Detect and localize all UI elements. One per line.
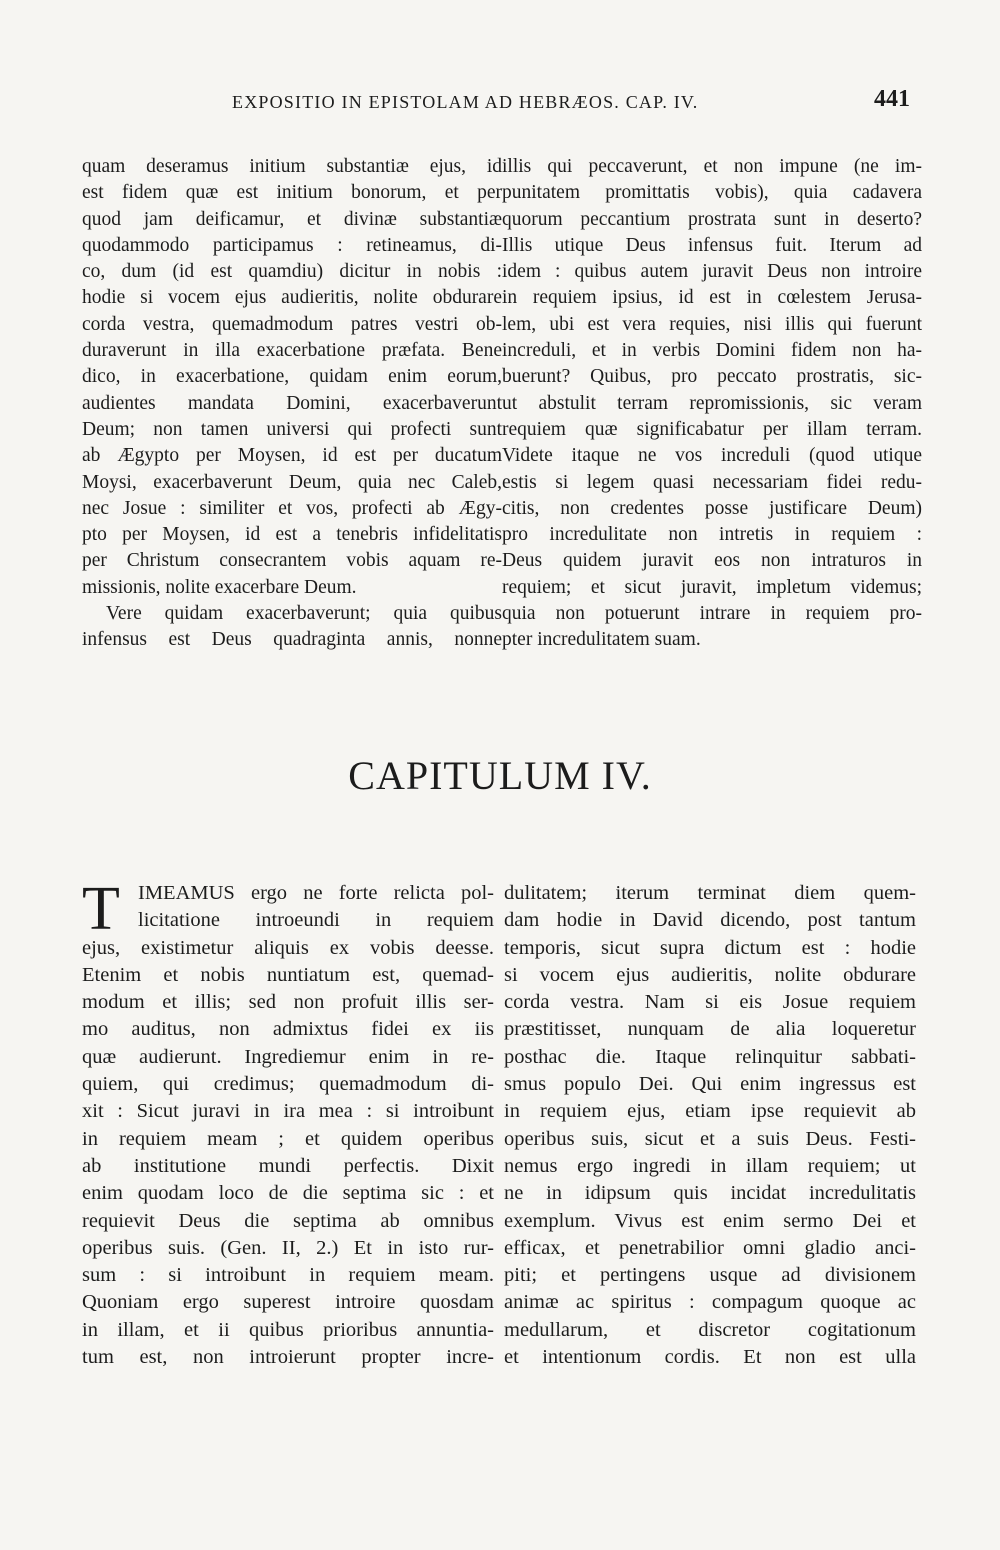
text-line: ejus, existimetur aliquis ex vobis deesse.: [82, 936, 494, 959]
drop-cap: T: [82, 875, 120, 943]
text-line: buerunt? Quibus, pro peccato prostratis, sic-: [502, 366, 922, 388]
text-line: quia non potuerunt intrare in requiem pro-: [502, 603, 922, 625]
page-number: 441: [874, 86, 910, 112]
text-line: posthac die. Itaque relinquitur sabbati-: [504, 1045, 916, 1068]
text-line: missionis, nolite exacerbare Deum.: [82, 576, 357, 598]
text-line: estis si legem quasi necessariam fidei redu-: [502, 471, 922, 493]
text-line: Deum; non tamen universi qui profecti sunt: [82, 418, 502, 440]
text-line: est fidem quæ est initium bonorum, et per: [82, 182, 502, 204]
text-line: licitatione introeundi in requiem: [138, 909, 494, 932]
text-line: lem, ubi est vera requies, nisi illis qui fuerunt: [502, 313, 922, 335]
text-line: in requiem meam ; et quidem operibus: [82, 1127, 494, 1150]
text-line: smus populo Dei. Qui enim ingressus est: [504, 1073, 916, 1096]
text-line: medullarum, et discretor cogitationum: [504, 1318, 916, 1341]
text-line: ab Ægypto per Moysen, id est per ducatum: [82, 445, 502, 467]
text-line: mo auditus, non admixtus fidei ex iis: [82, 1018, 494, 1041]
text-line: operibus suis. (Gen. II, 2.) Et in isto rur-: [82, 1236, 494, 1259]
text-line: corda vestra. Nam si eis Josue requiem: [504, 991, 916, 1014]
text-line: per Christum consecrantem vobis aquam re-: [82, 550, 502, 572]
text-line: pter incredulitatem suam.: [502, 629, 701, 651]
text-line: in illam, et ii quibus prioribus annuntia-: [82, 1318, 494, 1341]
text-line: xit : Sicut juravi in ira mea : si introibunt: [82, 1100, 494, 1123]
bottom-right-column: [504, 880, 916, 1371]
text-line: quiem, qui credimus; quemadmodum di-: [82, 1073, 494, 1096]
text-line: duraverunt in illa exacerbatione præfata. Bene: [82, 340, 502, 362]
text-line: dam hodie in David dicendo, post tantum: [504, 909, 916, 932]
text-line: efficax, et penetrabilior omni gladio anci-: [504, 1236, 916, 1259]
chapter-heading: CAPITULUM IV.: [348, 753, 652, 798]
text-line: dulitatem; iterum terminat diem quem-: [504, 882, 916, 904]
text-line: idem : quibus autem juravit Deus non introire: [502, 261, 922, 283]
text-line: quam deseramus initium substantiæ ejus, id: [82, 156, 502, 177]
text-line: quæ audierunt. Ingrediemur enim in re-: [82, 1045, 494, 1068]
text-line: ab institutione mundi perfectis. Dixit: [82, 1154, 494, 1177]
text-line: operibus suis, sicut et a suis Deus. Festi-: [504, 1127, 916, 1150]
text-line: et intentionum cordis. Et non est ulla: [504, 1346, 916, 1369]
text-line: quorum peccantium prostrata sunt in deserto?: [502, 208, 922, 230]
text-line: tum est, non introierunt propter incre-: [82, 1346, 494, 1369]
text-line: requiem; et sicut juravit, impletum videmus;: [502, 576, 922, 598]
text-line: præstitisset, nunquam de alia loqueretur: [504, 1018, 916, 1041]
text-line: nec Josue : similiter et vos, profecti ab Ægy-: [82, 497, 502, 519]
bottom-left-column: [82, 875, 494, 1371]
top-left-column: [82, 154, 502, 654]
text-line: quodammodo participamus : retineamus, di-: [82, 234, 502, 256]
text-line: citis, non credentes posse justificare Deum): [502, 497, 922, 519]
text-line: infensus est Deus quadraginta annis, nonne: [82, 629, 502, 651]
text-line: requievit Deus die septima ab omnibus: [82, 1209, 494, 1232]
text-line: increduli, et in verbis Domini fidem non ha-: [502, 340, 922, 362]
text-line: Vere quidam exacerbaverunt; quia quibus: [106, 603, 502, 625]
text-line: Deus quidem juravit eos non intraturos in: [502, 550, 922, 572]
text-line: ne in idipsum quis incidat incredulitatis: [504, 1182, 916, 1205]
text-line: Illis utique Deus infensus fuit. Iterum ad: [502, 234, 922, 256]
text-line: Moysi, exacerbaverunt Deum, quia nec Caleb,: [82, 471, 502, 493]
text-line: dico, in exacerbatione, quidam enim eorum,: [82, 366, 502, 388]
text-line: exemplum. Vivus est enim sermo Dei et: [504, 1209, 916, 1232]
text-line: nemus ergo ingredi in illam requiem; ut: [504, 1154, 916, 1177]
text-line: in requiem ejus, etiam ipse requievit ab: [504, 1100, 916, 1123]
text-line: requiem quæ significabatur per illam terram.: [502, 418, 922, 440]
text-line: ut abstulit terram repromissionis, sic veram: [502, 392, 922, 414]
text-line: hodie si vocem ejus audieritis, nolite obdurare: [82, 287, 502, 309]
text-line: co, dum (id est quamdiu) dicitur in nobis :: [82, 261, 502, 283]
text-line: Videte itaque ne vos increduli (quod utique: [502, 445, 922, 467]
top-right-column: [502, 154, 922, 654]
text-line: corda vestra, quemadmodum patres vestri ob-: [82, 313, 502, 335]
text-line: audientes mandata Domini, exacerbaverunt: [82, 392, 502, 414]
text-line: modum et illis; sed non profuit illis ser-: [82, 991, 494, 1014]
text-line: Etenim et nobis nuntiatum est, quemad-: [82, 963, 494, 986]
text-line: temporis, sicut supra dictum est : hodie: [504, 936, 916, 959]
text-line: illis qui peccaverunt, et non impune (ne im-: [502, 156, 922, 177]
text-line: Quoniam ergo superest introire quosdam: [82, 1291, 494, 1314]
text-line: pro incredulitate non intretis in requiem :: [502, 524, 922, 546]
text-line: si vocem ejus audieritis, nolite obdurare: [504, 963, 916, 986]
text-line: enim quodam loco de die septima sic : et: [82, 1182, 494, 1205]
text-line: piti; et pertingens usque ad divisionem: [504, 1264, 916, 1287]
text-line: pto per Moysen, id est a tenebris infidelitatis: [82, 524, 502, 546]
text-line: animæ ac spiritus : compagum quoque ac: [504, 1291, 916, 1314]
text-line: IMEAMUS ergo ne forte relicta pol-: [138, 882, 494, 904]
text-line: quod jam deificamur, et divinæ substantiæ: [82, 208, 502, 230]
running-title: EXPOSITIO IN EPISTOLAM AD HEBRÆOS. CAP. IV.: [232, 92, 699, 112]
text-line: sum : si introibunt in requiem meam.: [82, 1264, 494, 1287]
text-line: in requiem ipsius, id est in cœlestem Jerusa-: [502, 287, 922, 309]
text-line: punitatem promittatis vobis), quia cadavera: [502, 182, 922, 204]
